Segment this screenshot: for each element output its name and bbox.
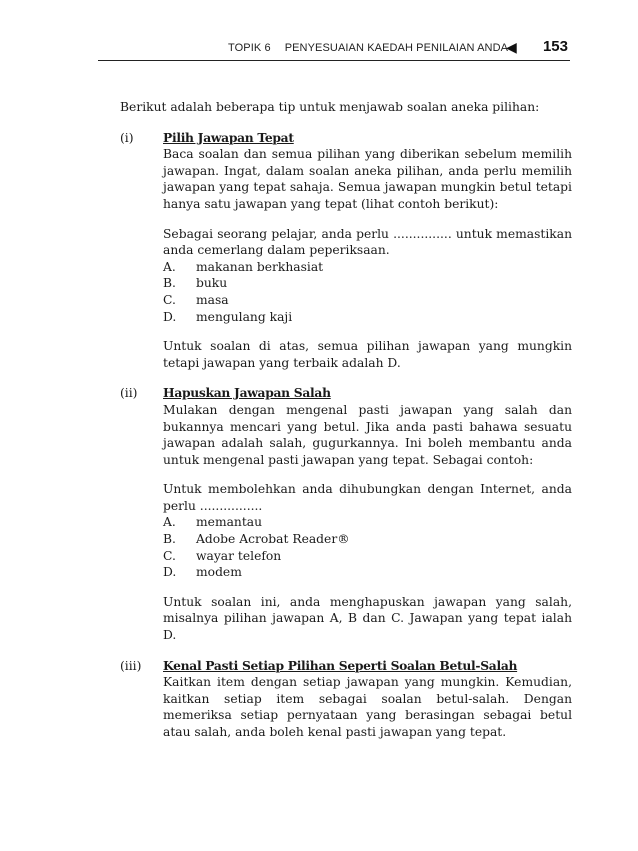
option-text: buku <box>196 276 228 291</box>
option-letter: B. <box>163 532 176 547</box>
section-title: Kenal Pasti Setiap Pilihan Seperti Soalan Betul-Salah <box>163 657 518 673</box>
section-title: Hapuskan Jawapan Salah <box>163 385 331 401</box>
section-title: Pilih Jawapan Tepat <box>163 129 294 145</box>
option-text: masa <box>196 292 229 307</box>
page-number: 153 <box>542 38 568 55</box>
option-item <box>163 548 572 565</box>
section-paragraph: Mulakan dengan mengenal pasti jawapan yang salah dan bukannya mencari yang betul. Jika anda pasti bahawa sesuatu jawapan adalah salah, gugurkannya. Ini boleh membantu anda untuk mengenal pasti jawapan yang tepat. Sebagai contoh: <box>163 402 572 467</box>
option-letter: D. <box>163 309 177 324</box>
page-header <box>98 36 570 61</box>
answer-options <box>163 259 572 325</box>
example-question: Untuk membolehkan anda dihubungkan dengan Internet, anda perlu ................ <box>163 482 572 513</box>
page-body <box>120 99 572 755</box>
option-item <box>163 259 572 276</box>
option-text: makanan berkhasiat <box>196 259 324 274</box>
option-item <box>163 292 572 309</box>
left-triangle-icon: ◀ <box>506 40 517 56</box>
section-paragraph: Untuk soalan di atas, semua pilihan jawapan yang mungkin tetapi jawapan yang terbaik adalah D. <box>163 339 572 370</box>
chapter-title: PENYESUAIAN KAEDAH PENILAIAN ANDA <box>284 42 509 54</box>
section-number: (iii) <box>120 658 142 673</box>
section-paragraph: Untuk soalan ini, anda menghapuskan jawapan yang salah, misalnya pilihan jawapan A, B dan C. Jawapan yang tepat ialah D. <box>163 594 572 643</box>
option-text: mengulang kaji <box>196 309 293 324</box>
section-paragraph: Kaitkan item dengan setiap jawapan yang mungkin. Kemudian, kaitkan setiap item sebagai soalan betul-salah. Dengan memeriksa setiap pernyataan yang berasingan sebagai betul atau salah, anda boleh kenal pasti jawapan yang tepat. <box>163 675 572 739</box>
option-text: modem <box>196 565 242 580</box>
option-text: memantau <box>196 515 263 530</box>
option-item <box>163 564 572 581</box>
section-number: (ii) <box>120 386 138 401</box>
option-text: Adobe Acrobat Reader® <box>196 532 350 547</box>
tip-section-2 <box>120 385 572 643</box>
topic-label: TOPIK 6 <box>228 42 271 54</box>
option-text: wayar telefon <box>196 548 282 563</box>
section-paragraph: Baca soalan dan semua pilihan yang diberikan sebelum memilih jawapan. Ingat, dalam soalan aneka pilihan, anda perlu memilih jawapan yang tepat sahaja. Semua jawapan mungkin betul tetapi hanya satu jawapan yang tepat (lihat contoh berikut): <box>163 147 572 211</box>
example-question: Sebagai seorang pelajar, anda perlu ............... untuk memastikan anda cemerlang dalam peperiksaan. <box>163 226 572 258</box>
option-item <box>163 309 572 326</box>
answer-options <box>163 514 572 580</box>
option-letter: C. <box>163 548 176 563</box>
intro-text: Berikut adalah beberapa tip untuk menjawab soalan aneka pilihan: <box>120 100 540 114</box>
tip-section-3 <box>120 658 572 741</box>
running-head <box>228 42 508 54</box>
option-letter: A. <box>163 259 176 274</box>
tip-section-1 <box>120 130 572 372</box>
option-item <box>163 514 572 531</box>
option-item <box>163 275 572 292</box>
option-letter: A. <box>163 515 176 530</box>
option-letter: B. <box>163 276 176 291</box>
option-item <box>163 531 572 548</box>
option-letter: D. <box>163 565 177 580</box>
section-number: (i) <box>120 130 134 145</box>
option-letter: C. <box>163 292 176 307</box>
